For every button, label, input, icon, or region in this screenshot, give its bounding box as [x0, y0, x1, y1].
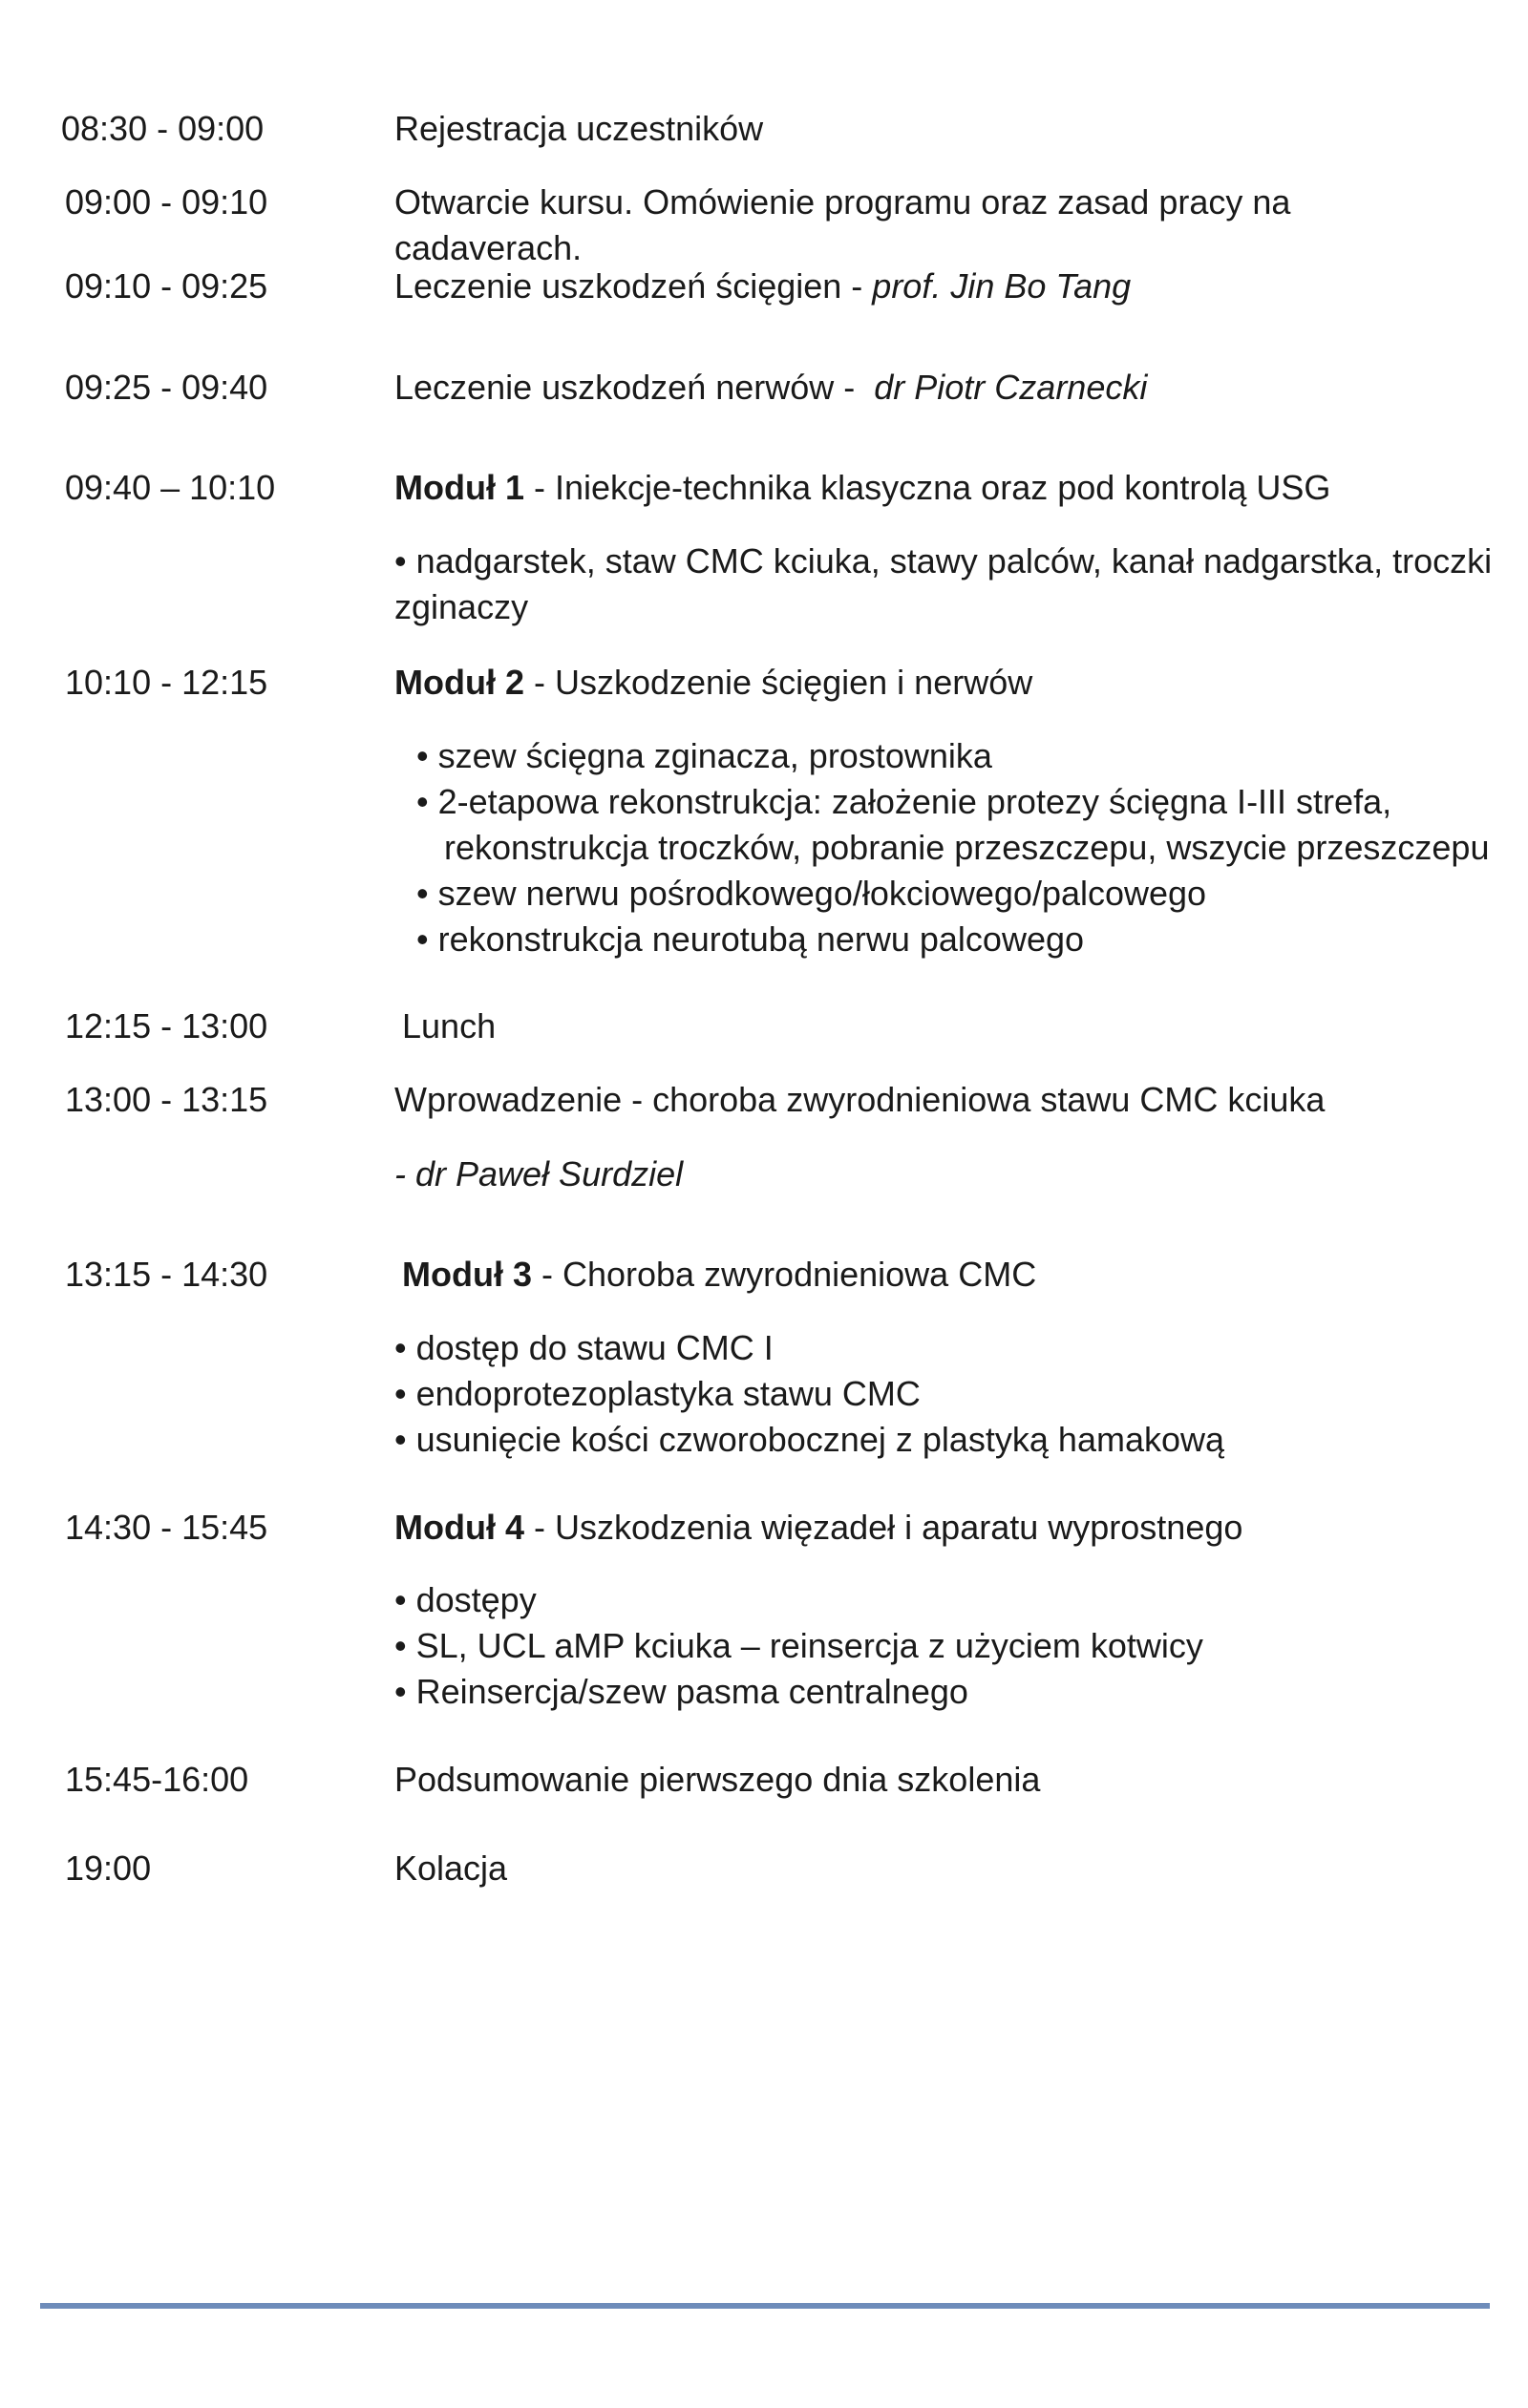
agenda-title: Otwarcie kursu. Omówienie programu oraz zasad pracy na cadaverach.	[394, 182, 1291, 267]
list-item: • rekonstrukcja neurotubą nerwu palcowego	[416, 919, 1085, 959]
agenda-time: 14:30 - 15:45	[65, 1508, 268, 1547]
module-items	[394, 539, 1493, 630]
list-item-continuation: rekonstrukcja troczków, pobranie przeszczepu, wszycie przeszczepu	[444, 828, 1490, 867]
agenda-title: Wprowadzenie - choroba zwyrodnieniowa stawu CMC kciuka	[394, 1080, 1326, 1119]
speaker-name: - dr Paweł Surdziel	[394, 1154, 684, 1193]
agenda-time: 12:15 - 13:00	[65, 1006, 268, 1046]
agenda-time: 08:30 - 09:00	[61, 109, 265, 148]
agenda-title: Leczenie uszkodzeń ścięgien -	[394, 266, 873, 306]
agenda-title-line	[394, 660, 1483, 706]
agenda-title-line	[394, 365, 1483, 411]
speaker-name: prof. Jin Bo Tang	[872, 266, 1132, 306]
agenda-title: Kolacja	[394, 1848, 508, 1888]
agenda-title: - Uszkodzenia więzadeł i aparatu wyprostnego	[523, 1508, 1243, 1547]
agenda-time: 09:25 - 09:40	[65, 368, 268, 407]
agenda-title: Rejestracja uczestników	[394, 109, 764, 148]
module-items	[394, 1325, 1493, 1463]
agenda-time: 13:00 - 13:15	[65, 1080, 268, 1119]
list-item: • dostęp do stawu CMC I	[394, 1328, 774, 1367]
list-item: • dostępy	[394, 1580, 537, 1619]
speaker-name: dr Piotr Czarnecki	[874, 368, 1148, 407]
agenda-title: - Iniekcje-technika klasyczna oraz pod kontrolą USG	[523, 468, 1331, 507]
agenda-title: Podsumowanie pierwszego dnia szkolenia	[394, 1760, 1041, 1799]
module-items	[394, 1577, 1493, 1715]
speaker-line	[394, 1151, 1493, 1197]
list-item: • 2-etapowa rekonstrukcja: założenie protezy ścięgna I-III strefa,	[416, 782, 1392, 821]
agenda-title: Lunch	[402, 1006, 497, 1046]
agenda-time: 09:40 – 10:10	[65, 468, 276, 507]
agenda-time: 10:10 - 12:15	[65, 663, 268, 702]
agenda-title-line	[402, 1252, 1491, 1298]
module-label: Moduł 4	[394, 1508, 524, 1547]
agenda-title-line	[394, 264, 1483, 309]
agenda-title: - Uszkodzenie ścięgien i nerwów	[523, 663, 1033, 702]
list-item: • szew ścięgna zginacza, prostownika	[416, 736, 992, 775]
agenda-title: Leczenie uszkodzeń nerwów -	[394, 368, 875, 407]
agenda-title: - Choroba zwyrodnieniowa CMC	[531, 1255, 1037, 1294]
agenda-time: 15:45-16:00	[65, 1760, 249, 1799]
agenda-title-line	[394, 465, 1483, 511]
list-item: • szew nerwu pośrodkowego/łokciowego/palcowego	[416, 874, 1207, 913]
agenda-time: 13:15 - 14:30	[65, 1255, 268, 1294]
list-item: • usunięcie kości czworobocznej z plastyką hamakową	[394, 1420, 1225, 1459]
agenda-time: 09:00 - 09:10	[65, 182, 268, 222]
module-label: Moduł 1	[394, 468, 524, 507]
list-item: • endoprotezoplastyka stawu CMC	[394, 1374, 921, 1413]
list-item: • Reinsercja/szew pasma centralnego	[394, 1672, 968, 1711]
agenda-time: 09:10 - 09:25	[65, 266, 268, 306]
agenda-title-line	[394, 1505, 1483, 1551]
module-label: Moduł 3	[402, 1255, 532, 1294]
module-label: Moduł 2	[394, 663, 524, 702]
agenda-time: 19:00	[65, 1848, 152, 1888]
module-items	[416, 733, 1515, 962]
list-item: • SL, UCL aMP kciuka – reinsercja z użyciem kotwicy	[394, 1626, 1203, 1665]
footer-rule	[40, 2303, 1490, 2309]
list-item: • nadgarstek, staw CMC kciuka, stawy palców, kanał nadgarstka, troczki zginaczy	[394, 541, 1493, 626]
